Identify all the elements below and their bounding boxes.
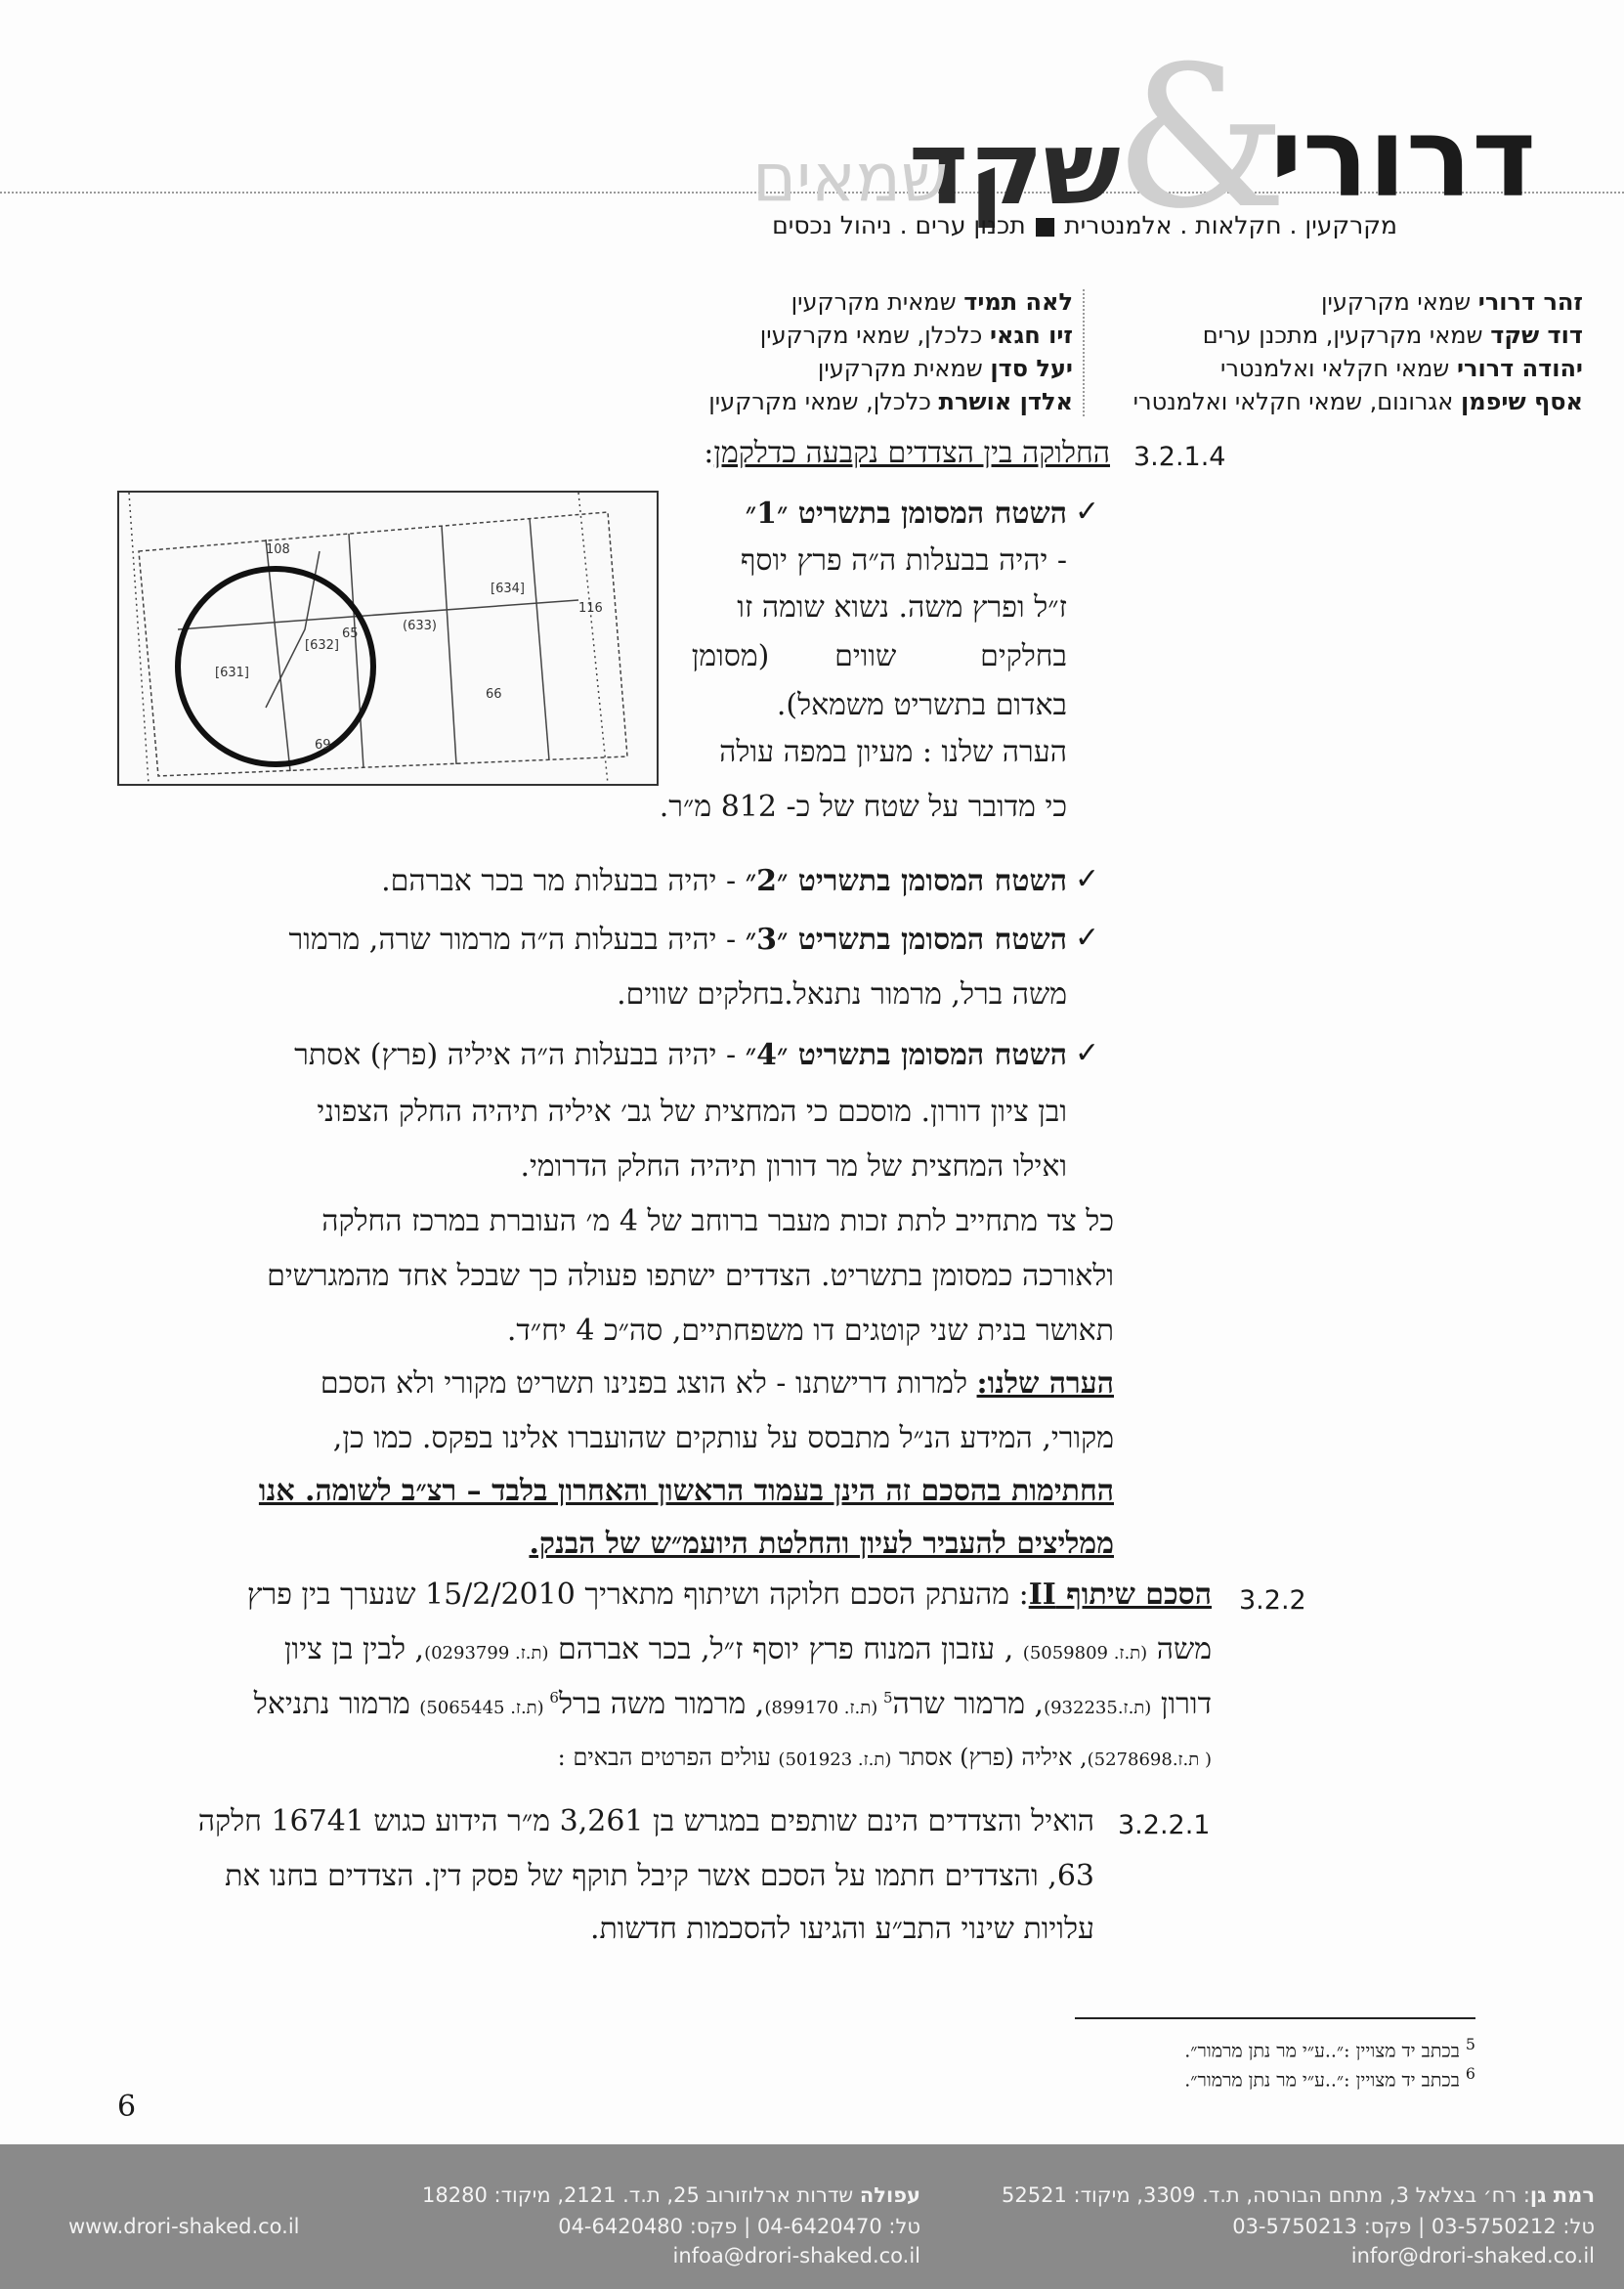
section-322-line: הסכם שיתוף II: מהעתק הסכם חלוקה ושיתוף מתאריך 15/2/2010 שנערך בין פרץ — [246, 1577, 1212, 1612]
item-1-line: הערה שלנו : מעיון במפה עולה — [719, 735, 1067, 769]
letterhead-services: מקרקעין . חקלאות . אלמנטרית ■ תכנון ערים . ניהול נכסים — [772, 211, 1397, 239]
section-number: 3.2.2.1 — [1118, 1810, 1211, 1840]
map-label: 116 — [578, 601, 603, 616]
checkmark-icon: ✓ — [1075, 1036, 1100, 1070]
logo-drori: דרורי — [1270, 95, 1537, 222]
item-1-line: השטח המסומן בתשריט ״1״ — [745, 497, 1067, 531]
note-line: החתימות בהסכם זה הינן בעמוד הראשון והאחרון בלבד – רצ״ב לשומה. אנו — [258, 1474, 1114, 1508]
item-1-line: באדום בתשריט משמאל). — [776, 688, 1067, 722]
logo-ampersand: & — [1114, 24, 1289, 252]
footer-website[interactable]: www.drori-shaked.co.il — [68, 2215, 300, 2238]
footer-ramat-gan-address: רמת גן: רח׳ בצלאל 3, מתחם הבורסה, ת.ד. 3309, מיקוד: 52521 — [1002, 2183, 1595, 2207]
item-1-line: ז״ל ופרץ משה. נשוא שומה זו — [737, 590, 1067, 625]
section-322-line: דורון (ת.ז.932235), מרמור שרה$^5$ (ת.ז. 899170), מרמור משה ברל$^6$ (ת.ז. 5065445) מרמור נתניאל — [253, 1687, 1212, 1721]
staff-list-right — [1104, 285, 1583, 418]
map-label: [632] — [305, 638, 339, 653]
item-4-line: ואילו המחצית של מר דורון תיהיה החלק הדרומי. — [520, 1149, 1067, 1184]
access-paragraph-line: ולאורכה כמסומן בתשריט. הצדדים ישתפו פעולה כך שבכל אחד מהמגרשים — [267, 1259, 1114, 1293]
section-heading: החלוקה בין הצדדים נקבעה כדלקמן: — [704, 436, 1110, 470]
map-label: (633) — [403, 619, 437, 633]
footer-afula-email[interactable]: infoa@drori-shaked.co.il — [672, 2244, 920, 2267]
footnote-rule — [1075, 2017, 1475, 2019]
footer-ramat-gan-email[interactable]: infor@drori-shaked.co.il — [1350, 2244, 1595, 2267]
note-line: מקורי, המידע הנ״ל מתבסס על עותקים שהועברו אלינו בפקס. כמו כן, — [332, 1421, 1114, 1455]
item-3: השטח המסומן בתשריט ״3״ - יהיה בבעלות ה״ה מרמור שרה, מרמור — [288, 923, 1067, 957]
staff-row: אלדן אושרת כלכלן, שמאי מקרקעין — [708, 388, 1073, 415]
staff-row: זיו חגאי כלכלן, שמאי מקרקעין — [759, 322, 1073, 349]
map-label: [631] — [215, 666, 249, 680]
footer-afula-address: עפולה שדרות ארלוזורוב 25, ת.ד. 2121, מיקוד: 18280 — [422, 2183, 920, 2207]
page-number: 6 — [117, 2090, 137, 2124]
section-3221-line: עלויות שינוי התב״ע והגיעו להסכמות חדשות. — [589, 1912, 1094, 1946]
plot-map-drawing — [119, 493, 657, 784]
staff-row: יעל סדן שמאית מקרקעין — [817, 355, 1073, 382]
item-1-line: - יהיה בבעלות ה״ה פרץ יוסף — [740, 543, 1067, 578]
checkmark-icon: ✓ — [1075, 921, 1100, 955]
staff-divider — [1083, 289, 1085, 416]
section-322-line: ( ת.ז.5278698), איליה (פרץ) אסתר (ת.ז. 501923) עולים הפרטים הבאים : — [557, 1744, 1212, 1771]
checkmark-icon: ✓ — [1075, 862, 1100, 896]
section-number: 3.2.2 — [1239, 1585, 1306, 1616]
staff-list-left — [684, 285, 1073, 418]
footnote: $^6$ בכתב יד מצויין :״..ע״י מר נתן מרמור״. — [1184, 2064, 1475, 2092]
staff-row: לאה תמיד שמאית מקרקעין — [791, 288, 1073, 316]
section-3221-line: 63, והצדדים חתמו על הסכם אשר קיבל תוקף של פסק דין. הצדדים בחנו את — [225, 1859, 1094, 1893]
access-paragraph-line: תאושר בנית שני קוטגים דו משפחתיים, סה״כ 4 יח״ד. — [506, 1314, 1114, 1348]
item-1-line: בחלקים שווים (מסומן — [691, 639, 1067, 673]
note-line: הערה שלנו: למרות דרישתנו - לא הוצג בפנינו תשריט מקורי ולא הסכם — [320, 1366, 1114, 1401]
footer-afula-phones: טל: 04-6420470 | פקס: 04-6420480 — [558, 2215, 920, 2238]
section-3221-line: הואיל והצדדים הינם שותפים במגרש בן 3,261 מ״ר הידוע כגוש 16741 חלקה — [197, 1804, 1094, 1838]
map-label: [634] — [491, 582, 525, 596]
footer-ramat-gan-phones: טל: 03-5750212 | פקס: 03-5750213 — [1232, 2215, 1595, 2238]
map-label: 66 — [486, 687, 502, 702]
item-2: השטח המסומן בתשריט ״2״ - יהיה בבעלות מר בכר אברהם. — [381, 864, 1067, 898]
note-line: ממליצים להעביר לעיון והחלטת היועמ״ש של הבנק. — [529, 1527, 1114, 1561]
access-paragraph-line: כל צד מתחייב לתת זכות מעבר ברוחב של 4 מ׳ העוברת במרכז החלקה — [321, 1204, 1114, 1238]
map-label: 65 — [342, 626, 359, 641]
staff-row: אסף שיפמן אגרונום, שמאי חקלאי ואלמנטרי — [1133, 388, 1583, 415]
highlight-circle — [178, 569, 373, 764]
item-1-line: כי מדובר על שטח של כ- 812 מ״ר. — [659, 790, 1067, 824]
logo-shaked: שקד — [909, 108, 1121, 228]
staff-row: דוד שקד שמאי מקרקעין, מתכנן ערים — [1202, 322, 1583, 349]
item-4-line: ובן ציון דורון. מוסכם כי המחצית של גב׳ איליה תיהיה החלק הצפוני — [317, 1095, 1067, 1129]
staff-row: זהר דרורי שמאי מקרקעין — [1320, 288, 1583, 316]
plot-map — [117, 491, 659, 786]
item-4: השטח המסומן בתשריט ״4״ - יהיה בבעלות ה״ה איליה (פרץ) אסתר — [294, 1038, 1067, 1072]
letterhead — [0, 0, 1624, 254]
footnote: $^5$ בכתב יד מצויין :״..ע״י מר נתן מרמור״. — [1184, 2035, 1475, 2062]
checkmark-icon: ✓ — [1075, 495, 1100, 529]
section-322-line: משה (ת.ז. 5059809) , עזבון המנוח פרץ יוסף ז״ל, בכר אברהם (ת.ז. 0293799), לבין בן ציון — [283, 1632, 1212, 1666]
staff-row: יהודה דרורי שמאי חקלאי ואלמנטרי — [1219, 355, 1583, 382]
item-3-line: משה ברל, מרמור נתנאל.בחלקים שווים. — [617, 977, 1067, 1012]
logo-subtitle: שמאים — [752, 140, 949, 217]
map-label: 108 — [266, 542, 290, 557]
section-number: 3.2.1.4 — [1133, 442, 1226, 472]
footer-bar — [0, 2144, 1624, 2289]
map-label: 69 — [315, 738, 331, 753]
